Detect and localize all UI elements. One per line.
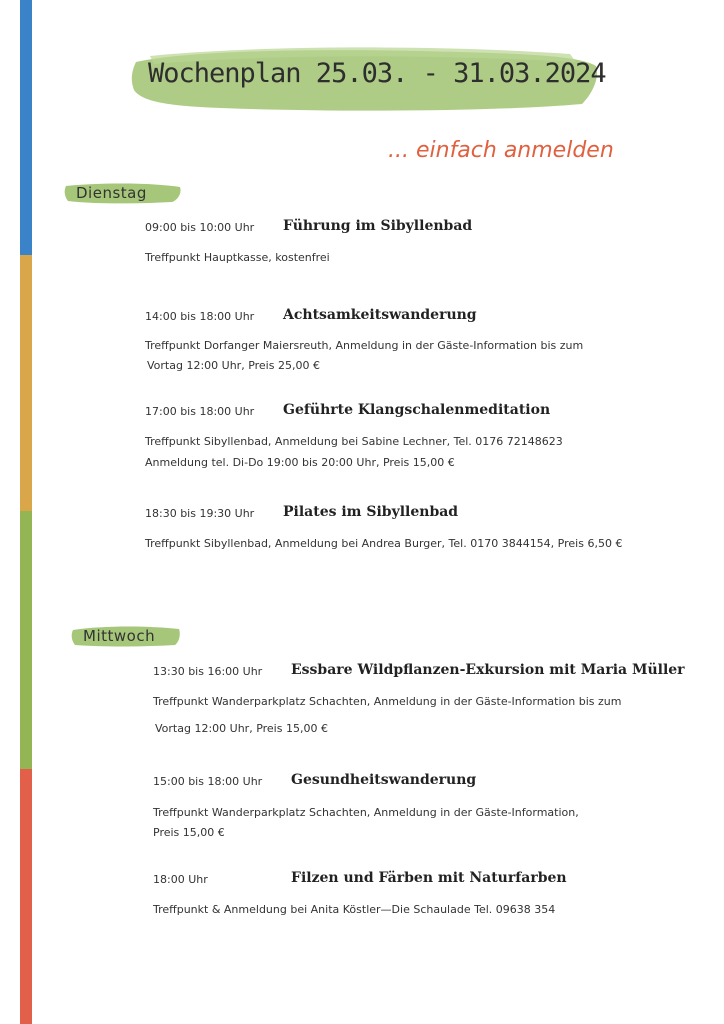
event-title: Achtsamkeitswanderung bbox=[283, 307, 477, 323]
color-stripe-green bbox=[20, 511, 32, 769]
color-stripe-blue bbox=[20, 0, 32, 255]
day-label-wednesday bbox=[71, 625, 181, 647]
color-stripe-red bbox=[20, 769, 32, 1024]
event-title: Filzen und Färben mit Naturfarben bbox=[291, 870, 567, 886]
event-title: Essbare Wildpflanzen-Exkursion mit Maria Müller bbox=[291, 662, 685, 678]
event-time: 18:30 bis 19:30 Uhr bbox=[145, 507, 255, 520]
day-name: Dienstag bbox=[76, 184, 147, 202]
event-detail: Treffpunkt & Anmeldung bei Anita Köstler—Die Schaulade Tel. 09638 354 bbox=[153, 903, 556, 916]
page-title: Wochenplan 25.03. - 31.03.2024 bbox=[148, 58, 606, 89]
event-time: 17:00 bis 18:00 Uhr bbox=[145, 405, 255, 418]
title-banner bbox=[130, 44, 606, 114]
event-detail: Vortag 12:00 Uhr, Preis 15,00 € bbox=[155, 722, 328, 735]
event-title: Pilates im Sibyllenbad bbox=[283, 504, 459, 520]
event-time: 14:00 bis 18:00 Uhr bbox=[145, 310, 255, 323]
event-title: Geführte Klangschalenmeditation bbox=[283, 402, 551, 418]
event-title: Gesundheitswanderung bbox=[291, 772, 477, 788]
event-title: Führung im Sibyllenbad bbox=[283, 218, 473, 234]
event-detail: Treffpunkt Wanderparkplatz Schachten, Anmeldung in der Gäste-Information bis zum bbox=[153, 695, 622, 708]
event-time: 09:00 bis 10:00 Uhr bbox=[145, 221, 255, 234]
event-detail: Preis 15,00 € bbox=[153, 826, 225, 839]
event-detail: Treffpunkt Sibyllenbad, Anmeldung bei Sabine Lechner, Tel. 0176 72148623 bbox=[145, 435, 563, 448]
event-time: 13:30 bis 16:00 Uhr bbox=[153, 665, 263, 678]
event-detail: Anmeldung tel. Di-Do 19:00 bis 20:00 Uhr, Preis 15,00 € bbox=[145, 456, 455, 469]
event-time: 15:00 bis 18:00 Uhr bbox=[153, 775, 263, 788]
day-label-tuesday bbox=[64, 182, 182, 204]
color-stripe-yellow bbox=[20, 255, 32, 511]
event-detail: Treffpunkt Dorfanger Maiersreuth, Anmeldung in der Gäste-Information bis zum bbox=[145, 339, 584, 352]
day-name: Mittwoch bbox=[83, 627, 156, 645]
event-time: 18:00 Uhr bbox=[153, 873, 208, 886]
event-detail: Treffpunkt Sibyllenbad, Anmeldung bei Andrea Burger, Tel. 0170 3844154, Preis 6,50 € bbox=[145, 537, 623, 550]
event-detail: Treffpunkt Wanderparkplatz Schachten, Anmeldung in der Gäste-Information, bbox=[153, 806, 579, 819]
tagline: ... einfach anmelden bbox=[388, 138, 614, 163]
event-detail: Treffpunkt Hauptkasse, kostenfrei bbox=[145, 251, 330, 264]
event-detail: Vortag 12:00 Uhr, Preis 25,00 € bbox=[147, 359, 320, 372]
